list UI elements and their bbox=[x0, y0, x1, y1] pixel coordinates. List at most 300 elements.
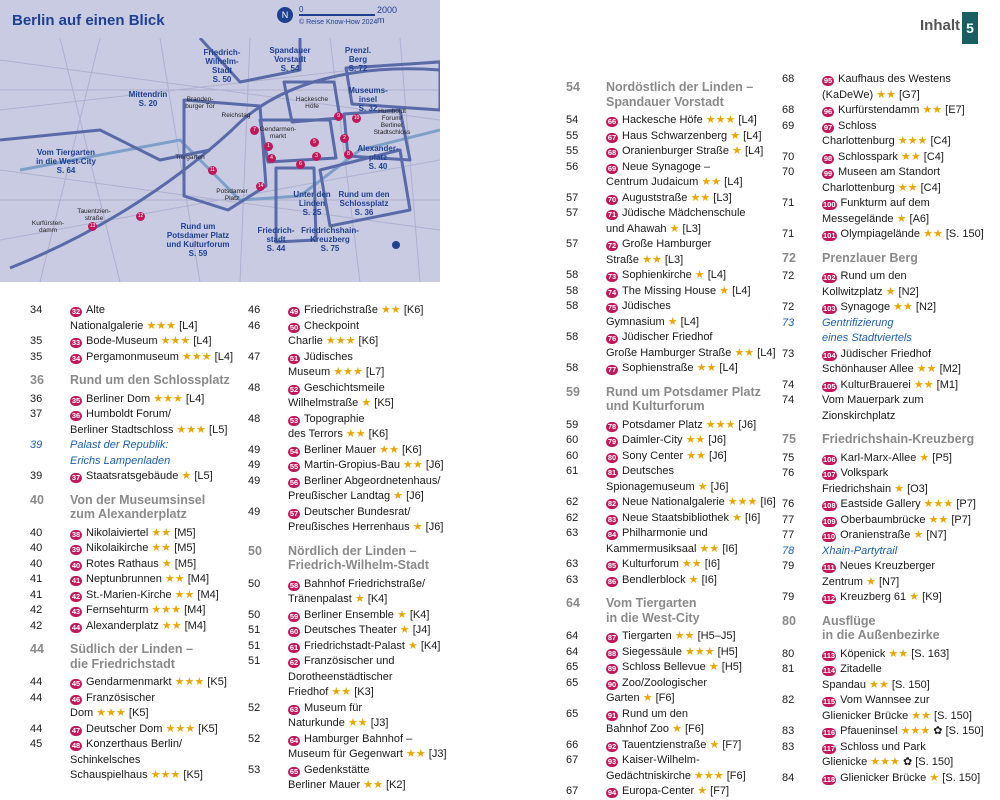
map-pin: 14 bbox=[257, 183, 264, 189]
star-rating-icon: ★★ bbox=[347, 717, 368, 729]
toc-entry[interactable] bbox=[782, 678, 994, 694]
toc-entry[interactable] bbox=[566, 433, 776, 449]
page-ref: 34 bbox=[30, 304, 43, 316]
entry-text: 118 Glienicker Brücke ★ [S. 150] bbox=[823, 771, 981, 784]
page-ref bbox=[30, 319, 70, 335]
toc-entry[interactable] bbox=[248, 732, 448, 748]
map-place-label: Reichstag bbox=[221, 112, 251, 119]
toc-entry[interactable] bbox=[30, 588, 240, 604]
page-ref: 42 bbox=[30, 604, 43, 616]
map-place-label: Tiergarten bbox=[175, 154, 205, 161]
entry-text: Spandauer Vorstadt bbox=[606, 94, 724, 109]
page-ref: 51 bbox=[248, 639, 261, 652]
star-rating-icon: ★ bbox=[866, 575, 876, 588]
toc-entry[interactable] bbox=[566, 315, 776, 331]
toc-entry[interactable] bbox=[566, 449, 776, 465]
toc-entry[interactable] bbox=[248, 505, 448, 521]
entry-text: 67 Haus Schwarzenberg ★ [L4] bbox=[607, 129, 762, 142]
toc-entry[interactable] bbox=[30, 722, 240, 738]
entry-text: 81 Deutsches bbox=[607, 465, 674, 477]
star-rating-icon: ★★ bbox=[381, 304, 401, 316]
toc-section-heading bbox=[566, 95, 776, 110]
toc-entry[interactable] bbox=[566, 144, 776, 160]
entry-text: 45 Gendarmenmarkt ★★★ [K5] bbox=[71, 676, 227, 688]
toc-entry[interactable] bbox=[566, 526, 776, 542]
entry-text: 110 Oranienstraße ★ [N7] bbox=[823, 529, 947, 541]
page-ref bbox=[782, 331, 822, 347]
sight-number-badge: 86 bbox=[607, 576, 617, 586]
toc-entry[interactable] bbox=[30, 526, 240, 542]
sight-number-badge: 43 bbox=[71, 607, 81, 616]
sight-number-badge: 103 bbox=[823, 304, 836, 313]
toc-entry[interactable] bbox=[566, 738, 776, 754]
entry-text: Friedrichshain ★ [O3] bbox=[822, 482, 928, 495]
toc-entry[interactable] bbox=[30, 350, 240, 366]
toc-entry[interactable] bbox=[248, 701, 448, 717]
star-rating-icon: ★ bbox=[730, 129, 741, 142]
star-rating-icon: ★★ bbox=[696, 362, 717, 374]
star-rating-icon: ★ bbox=[181, 470, 192, 482]
entry-text: 68 Oranienburger Straße ★ [L4] bbox=[607, 145, 764, 157]
toc-entry[interactable] bbox=[782, 150, 994, 166]
toc-entry[interactable] bbox=[30, 541, 240, 557]
page-ref: 40 bbox=[30, 542, 43, 554]
entry-text: Preußischer Landtag ★ [J6] bbox=[288, 490, 424, 502]
toc-entry[interactable] bbox=[248, 319, 448, 335]
toc-entry[interactable] bbox=[248, 350, 448, 366]
page-ref: 64 bbox=[566, 596, 580, 610]
toc-entry[interactable] bbox=[782, 482, 994, 498]
page-ref bbox=[782, 575, 822, 591]
toc-entry[interactable] bbox=[248, 763, 448, 779]
sight-number-badge: 70 bbox=[607, 194, 617, 204]
toc-entry[interactable] bbox=[566, 629, 776, 645]
sight-number-badge: 95 bbox=[823, 76, 833, 85]
star-rating-icon: ★★★ bbox=[165, 722, 196, 735]
toc-entry[interactable] bbox=[248, 381, 448, 397]
toc-entry[interactable] bbox=[782, 181, 994, 197]
toc-entry[interactable] bbox=[248, 747, 448, 763]
toc-entry[interactable] bbox=[30, 438, 240, 454]
star-rating-icon: ★ bbox=[642, 692, 653, 704]
toc-entry[interactable] bbox=[782, 409, 994, 425]
page-ref bbox=[248, 592, 288, 608]
toc-entry[interactable] bbox=[248, 623, 448, 639]
toc-entry[interactable] bbox=[566, 418, 776, 434]
toc-entry[interactable] bbox=[30, 706, 240, 722]
page-ref bbox=[566, 95, 606, 110]
toc-entry[interactable] bbox=[566, 691, 776, 707]
page-ref: 62 bbox=[566, 496, 579, 508]
toc-section-heading bbox=[782, 251, 994, 266]
entry-text: 117 Schloss und Park bbox=[823, 740, 926, 753]
page-ref bbox=[566, 542, 606, 558]
toc-entry[interactable] bbox=[566, 268, 776, 284]
page-ref bbox=[248, 716, 288, 732]
toc-entry[interactable] bbox=[782, 362, 994, 378]
toc-entry[interactable] bbox=[248, 670, 448, 686]
page-ref: 57 bbox=[566, 207, 579, 219]
star-rating-icon: ★★★ bbox=[897, 135, 928, 147]
map-pin: 8 bbox=[344, 150, 353, 159]
toc-entry[interactable] bbox=[248, 654, 448, 670]
entry-text: Gedächtniskirche ★★★ [F6] bbox=[606, 769, 746, 782]
toc-entry[interactable] bbox=[566, 573, 776, 589]
toc-entry[interactable] bbox=[782, 134, 994, 150]
page-ref: 59 bbox=[566, 384, 580, 399]
section-title: Inhalt bbox=[920, 17, 960, 34]
toc-entry[interactable] bbox=[782, 590, 994, 606]
toc-entry[interactable] bbox=[566, 253, 776, 269]
star-rating-icon: ★★ bbox=[893, 301, 913, 313]
entry-text: Museum für Gegenwart ★★ [J3] bbox=[288, 748, 447, 760]
entry-text: Rund um Potsdamer Platz bbox=[606, 384, 761, 399]
sight-number-badge: 44 bbox=[71, 622, 81, 632]
page-ref: 57 bbox=[566, 238, 579, 250]
toc-entry[interactable] bbox=[566, 660, 776, 676]
toc-entry[interactable] bbox=[30, 572, 240, 588]
sight-number-badge: 108 bbox=[823, 501, 836, 510]
toc-section-heading bbox=[782, 614, 994, 629]
toc-entry[interactable] bbox=[566, 299, 776, 315]
sight-number-badge: 55 bbox=[289, 462, 299, 471]
toc-entry[interactable] bbox=[782, 662, 994, 678]
map-pin: 11 bbox=[209, 167, 216, 173]
page-ref: 59 bbox=[566, 418, 579, 431]
toc-entry[interactable] bbox=[566, 645, 776, 661]
page-ref: 48 bbox=[248, 381, 261, 394]
entry-text: 36 Humboldt Forum/ bbox=[71, 408, 171, 420]
sight-number-badge: 74 bbox=[607, 287, 617, 297]
toc-entry[interactable] bbox=[782, 451, 994, 467]
star-rating-icon: ★★★ bbox=[325, 335, 356, 347]
page-ref: 60 bbox=[566, 434, 579, 446]
toc-entry[interactable] bbox=[566, 361, 776, 377]
toc-entry[interactable] bbox=[566, 480, 776, 496]
sight-number-badge: 84 bbox=[607, 530, 617, 539]
toc-entry[interactable] bbox=[248, 412, 448, 428]
toc-entry[interactable] bbox=[782, 227, 994, 243]
entry-text: die Friedrichstadt bbox=[70, 656, 175, 671]
page-ref: 44 bbox=[30, 722, 43, 735]
sight-number-badge: 109 bbox=[823, 516, 836, 526]
page-ref bbox=[566, 691, 606, 707]
toc-entry[interactable] bbox=[30, 619, 240, 635]
toc-entry[interactable] bbox=[566, 769, 776, 785]
sight-number-badge: 85 bbox=[607, 561, 617, 570]
page-ref: 62 bbox=[566, 511, 579, 524]
entry-text: 34 Pergamonmuseum ★★★ [L4] bbox=[71, 350, 233, 363]
toc-entry[interactable] bbox=[782, 269, 994, 285]
entry-text: Gentrifizierung bbox=[822, 316, 894, 329]
entry-text: 35 Berliner Dom ★★★ [L4] bbox=[71, 392, 205, 405]
entry-text: 89 Schloss Bellevue ★ [H5] bbox=[607, 661, 742, 673]
map-district-label: Mittendrin S. 20 bbox=[128, 90, 168, 108]
entry-text: 58 Bahnhof Friedrichstraße/ bbox=[289, 577, 426, 590]
toc-entry[interactable] bbox=[566, 175, 776, 191]
sight-number-badge: 81 bbox=[607, 468, 617, 477]
toc-entry[interactable] bbox=[782, 466, 994, 482]
page-ref: 49 bbox=[248, 443, 261, 456]
page-ref: 72 bbox=[782, 301, 795, 313]
entry-text: Spionagemuseum ★ [J6] bbox=[606, 480, 729, 493]
toc-entry[interactable] bbox=[248, 458, 448, 474]
star-rating-icon: ★★ bbox=[174, 588, 195, 601]
map-district-label: Rund um Potsdamer Platz und Kulturforum S. 59 bbox=[166, 222, 230, 258]
toc-entry[interactable] bbox=[782, 740, 994, 756]
toc-entry[interactable] bbox=[30, 557, 240, 573]
toc-entry[interactable] bbox=[782, 513, 994, 529]
toc-entry[interactable] bbox=[248, 443, 448, 459]
star-rating-icon: ★ bbox=[732, 145, 742, 157]
toc-entry[interactable] bbox=[248, 427, 448, 443]
toc-entry[interactable] bbox=[248, 520, 448, 536]
toc-entry[interactable] bbox=[566, 222, 776, 238]
toc-entry[interactable] bbox=[782, 575, 994, 591]
toc-entry[interactable] bbox=[248, 365, 448, 381]
toc-entry[interactable] bbox=[566, 113, 776, 129]
star-rating-icon: ★ bbox=[667, 315, 678, 328]
page-ref: 63 bbox=[566, 573, 579, 586]
toc-entry[interactable] bbox=[248, 489, 448, 505]
toc-entry[interactable] bbox=[782, 559, 994, 575]
entry-text: 75 Jüdisches bbox=[607, 300, 671, 312]
toc-entry[interactable] bbox=[782, 771, 994, 787]
entry-text: 100 Funkturm auf dem bbox=[823, 197, 930, 209]
entry-text: Naturkunde ★★ [J3] bbox=[288, 717, 389, 729]
sight-number-badge: 113 bbox=[823, 650, 836, 660]
entry-text: 82 Neue Nationalgalerie ★★★ [I6] bbox=[607, 496, 776, 508]
toc-entry[interactable] bbox=[248, 608, 448, 624]
entry-text: 47 Deutscher Dom ★★★ [K5] bbox=[71, 722, 218, 735]
page-header bbox=[800, 12, 1000, 38]
entry-text: 103 Synagoge ★★ [N2] bbox=[823, 301, 937, 313]
toc-section-heading bbox=[30, 373, 240, 388]
toc-section-heading bbox=[782, 628, 994, 643]
star-rating-icon: ★★ bbox=[403, 459, 423, 471]
page-ref bbox=[248, 427, 288, 443]
toc-entry[interactable] bbox=[566, 557, 776, 573]
entry-text: eines Stadtviertels bbox=[822, 332, 912, 344]
page-ref bbox=[248, 558, 288, 573]
toc-entry[interactable] bbox=[566, 707, 776, 723]
toc-entry[interactable] bbox=[566, 160, 776, 176]
sight-number-badge: 54 bbox=[289, 446, 299, 456]
toc-entry[interactable] bbox=[782, 88, 994, 104]
toc-entry[interactable] bbox=[30, 737, 240, 753]
star-rating-icon: ★ bbox=[399, 624, 410, 636]
entry-text: Südlich der Linden – bbox=[70, 642, 193, 656]
toc-entry[interactable] bbox=[248, 303, 448, 319]
toc-entry[interactable] bbox=[566, 346, 776, 362]
page-ref bbox=[248, 685, 288, 701]
star-rating-icon: ★★★ bbox=[705, 114, 736, 126]
star-rating-icon: ★★★ bbox=[146, 319, 177, 332]
entry-text: Wilhelmstraße ★ [K5] bbox=[288, 397, 394, 409]
page-ref: 46 bbox=[248, 304, 261, 316]
toc-entry[interactable] bbox=[30, 407, 240, 423]
sight-number-badge: 110 bbox=[823, 532, 836, 541]
toc-entry[interactable] bbox=[30, 768, 240, 784]
toc-entry[interactable] bbox=[566, 495, 776, 511]
toc-entry[interactable] bbox=[248, 334, 448, 350]
toc-entry[interactable] bbox=[782, 347, 994, 363]
sight-number-badge: 42 bbox=[71, 591, 81, 601]
toc-entry[interactable] bbox=[782, 693, 994, 709]
entry-text: Zentrum ★ [N7] bbox=[822, 575, 900, 588]
toc-entry[interactable] bbox=[566, 129, 776, 145]
toc-entry[interactable] bbox=[30, 334, 240, 350]
toc-entry[interactable] bbox=[782, 165, 994, 181]
toc-entry[interactable] bbox=[30, 303, 240, 319]
star-rating-icon: ★★ bbox=[161, 619, 182, 632]
toc-entry[interactable] bbox=[566, 191, 776, 207]
entry-text: 40 Rotes Rathaus ★ [M5] bbox=[71, 557, 197, 570]
page-ref bbox=[782, 709, 822, 725]
toc-entry[interactable] bbox=[566, 676, 776, 692]
toc-entry[interactable] bbox=[566, 464, 776, 480]
toc-entry[interactable] bbox=[782, 212, 994, 228]
toc-entry[interactable] bbox=[566, 284, 776, 300]
page-ref bbox=[566, 175, 606, 191]
entry-text: 78 Potsdamer Platz ★★★ [J6] bbox=[607, 418, 757, 431]
toc-entry[interactable] bbox=[248, 396, 448, 412]
page-ref bbox=[248, 396, 288, 412]
sight-number-badge: 57 bbox=[289, 508, 299, 518]
toc-entry[interactable] bbox=[30, 469, 240, 485]
entry-text: 57 Deutscher Bundesrat/ bbox=[289, 505, 411, 518]
sight-number-badge: 101 bbox=[823, 231, 836, 240]
page-ref: 68 bbox=[782, 73, 795, 85]
map-district-label: Unter den Linden S. 25 bbox=[293, 190, 331, 217]
toc-entry[interactable] bbox=[782, 316, 994, 332]
toc-entry[interactable] bbox=[782, 196, 994, 212]
page-ref: 44 bbox=[30, 691, 43, 704]
sight-number-badge: 88 bbox=[607, 648, 617, 658]
sight-number-badge: 58 bbox=[289, 580, 299, 590]
map-place-label: Hackesche Höfe bbox=[295, 96, 329, 110]
toc-entry[interactable] bbox=[248, 639, 448, 655]
star-rating-icon: ★★ bbox=[900, 150, 921, 163]
star-rating-icon: ★★ bbox=[674, 630, 695, 642]
toc-entry[interactable] bbox=[782, 393, 994, 409]
entry-text: Ausflüge bbox=[822, 613, 876, 628]
page-ref: 50 bbox=[248, 608, 261, 621]
star-rating-icon: ★ bbox=[697, 480, 708, 493]
entry-text: 94 Europa-Center ★ [F7] bbox=[607, 785, 730, 797]
sight-number-badge: 76 bbox=[607, 334, 617, 343]
toc-entry[interactable] bbox=[30, 691, 240, 707]
entry-text: Von der Museumsinsel bbox=[70, 492, 206, 507]
toc-entry[interactable] bbox=[782, 755, 994, 771]
star-rating-icon: ★ bbox=[393, 490, 404, 502]
toc-entry[interactable] bbox=[782, 497, 994, 513]
toc-entry[interactable] bbox=[782, 285, 994, 301]
star-rating-icon: ★★ bbox=[916, 363, 937, 375]
toc-entry[interactable] bbox=[566, 722, 776, 738]
entry-text: 74 The Missing House ★ [L4] bbox=[607, 284, 751, 297]
toc-entry[interactable] bbox=[566, 206, 776, 222]
page-ref: 65 bbox=[566, 676, 579, 689]
star-rating-icon: ★ bbox=[407, 639, 418, 652]
entry-text: Nordöstlich der Linden – bbox=[606, 80, 754, 94]
entry-text: 51 Jüdisches bbox=[289, 350, 353, 363]
toc-entry[interactable] bbox=[782, 647, 994, 663]
page-ref: 40 bbox=[30, 526, 43, 539]
toc-entry[interactable] bbox=[782, 119, 994, 135]
star-rating-icon: ★ bbox=[697, 785, 708, 797]
toc-entry[interactable] bbox=[782, 709, 994, 725]
entry-text: 83 Neue Staatsbibliothek ★ [I6] bbox=[607, 511, 761, 524]
toc-entry[interactable] bbox=[782, 528, 994, 544]
sight-number-badge: 105 bbox=[823, 381, 836, 391]
toc-entry[interactable] bbox=[566, 237, 776, 253]
toc-entry[interactable] bbox=[248, 592, 448, 608]
toc-entry[interactable] bbox=[566, 330, 776, 346]
entry-text: 66 Hackesche Höfe ★★★ [L4] bbox=[607, 114, 757, 126]
toc-entry[interactable] bbox=[782, 300, 994, 316]
page-ref: 39 bbox=[30, 470, 43, 482]
star-rating-icon: ★★★ bbox=[705, 418, 736, 431]
toc-entry[interactable] bbox=[30, 675, 240, 691]
sight-number-badge: 53 bbox=[289, 415, 299, 425]
toc-entry[interactable] bbox=[30, 753, 240, 769]
page-ref bbox=[30, 768, 70, 784]
map-place-label: Gendarmen- markt bbox=[259, 126, 297, 140]
entry-text: Palast der Republik: bbox=[70, 439, 169, 451]
toc-entry[interactable] bbox=[248, 716, 448, 732]
toc-entry[interactable] bbox=[782, 378, 994, 394]
entry-text: Friedrich-Wilhelm-Stadt bbox=[288, 558, 429, 572]
page-ref: 76 bbox=[782, 467, 795, 479]
map-pin: 2 bbox=[340, 134, 349, 143]
toc-entry[interactable] bbox=[566, 542, 776, 558]
page-ref bbox=[248, 747, 288, 763]
entry-text: 96 Kurfürstendamm ★★ [E7] bbox=[823, 104, 965, 116]
toc-entry[interactable] bbox=[30, 603, 240, 619]
toc-entry[interactable] bbox=[30, 319, 240, 335]
toc-entry[interactable] bbox=[566, 753, 776, 769]
toc-entry[interactable] bbox=[782, 724, 994, 740]
page-ref: 72 bbox=[782, 250, 796, 265]
page-ref: 51 bbox=[248, 655, 261, 667]
toc-entry[interactable] bbox=[30, 423, 240, 439]
sight-number-badge: 56 bbox=[289, 477, 299, 487]
entry-text: Museum ★★★ [L7] bbox=[288, 366, 385, 378]
toc-entry[interactable] bbox=[566, 511, 776, 527]
entry-text: und Ahawah ★ [L3] bbox=[606, 222, 701, 235]
toc-entry[interactable] bbox=[782, 544, 994, 560]
star-rating-icon: ★ bbox=[694, 269, 705, 281]
entry-text: Xhain-Partytrail bbox=[822, 544, 898, 557]
toc-entry[interactable] bbox=[782, 103, 994, 119]
entry-text: 101 Olympiagelände ★★ [S. 150] bbox=[823, 228, 984, 240]
entry-text: 88 Siegessäule ★★★ [H5] bbox=[607, 645, 738, 658]
toc-entry[interactable] bbox=[248, 778, 448, 794]
toc-entry[interactable] bbox=[248, 474, 448, 490]
toc-entry[interactable] bbox=[30, 454, 240, 470]
page-ref: 50 bbox=[248, 577, 261, 590]
page-ref: 77 bbox=[782, 513, 795, 526]
toc-entry[interactable] bbox=[782, 331, 994, 347]
toc-entry[interactable] bbox=[248, 577, 448, 593]
toc-entry[interactable] bbox=[782, 72, 994, 88]
entry-text: 87 Tiergarten ★★ [H5–J5] bbox=[607, 630, 736, 642]
toc-entry[interactable] bbox=[30, 392, 240, 408]
toc-entry[interactable] bbox=[566, 784, 776, 800]
toc-entry[interactable] bbox=[248, 685, 448, 701]
entry-text: zum Alexanderplatz bbox=[70, 507, 187, 521]
